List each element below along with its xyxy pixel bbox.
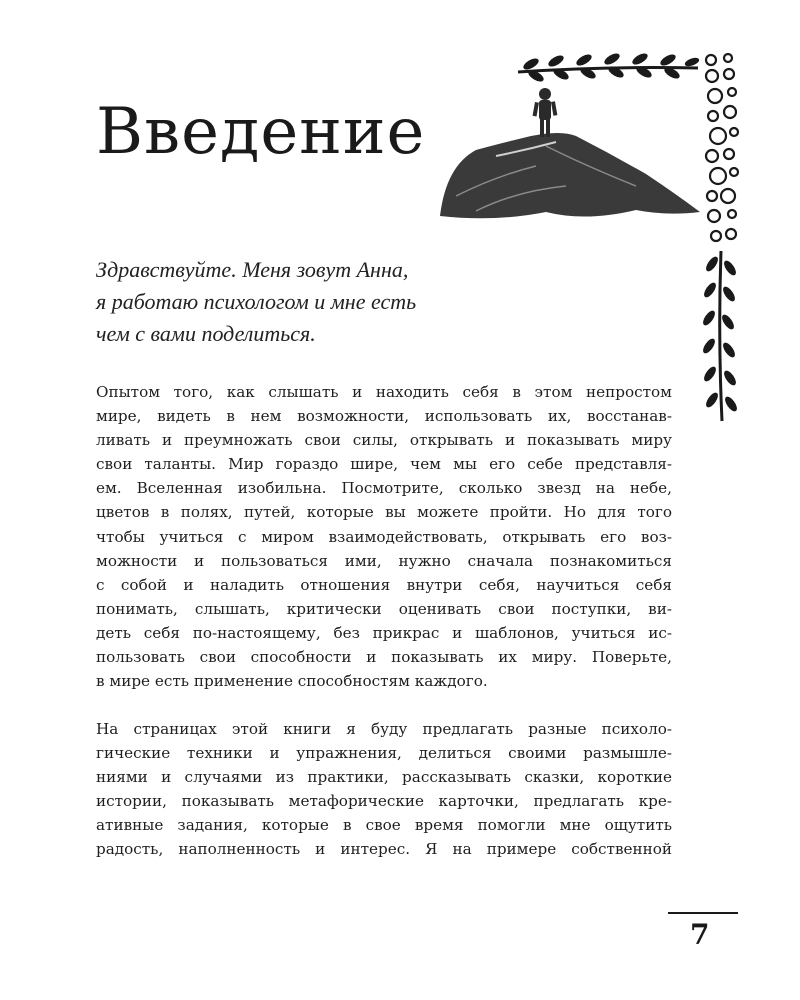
vine-ornament-side (702, 251, 739, 421)
text-line: с собой и наладить отношения внутри себя, научиться себя (96, 575, 672, 594)
intro-line: чем с вами поделиться. (96, 321, 316, 346)
page-number-rule (668, 912, 738, 914)
intro-line: я работаю психологом и мне есть (96, 289, 417, 314)
text-line: в мире есть применение способностям каждого. (96, 672, 488, 691)
text-line: чтобы учиться с миром взаимодействовать, открывать его воз- (96, 527, 672, 546)
text-line: ативные задания, которые в свое время помогли мне ощутить (96, 816, 672, 835)
text-line: Опытом того, как слышать и находить себя в этом непростом (96, 383, 672, 401)
text-line: истории, показывать метафорические карточки, предлагать кре- (96, 792, 672, 811)
text-line: На страницах этой книги я буду предлагать разные психоло- (96, 720, 672, 738)
intro-line: Здравствуйте. Меня зовут Анна, (96, 257, 409, 282)
body-paragraph-2 (96, 717, 672, 862)
text-line: можности и пользоваться ими, нужно сначала познакомиться (96, 551, 672, 570)
decorative-illustration (436, 46, 746, 426)
circles-ornament (706, 54, 738, 241)
body-paragraph-1 (96, 380, 672, 693)
text-line: ливать и преумножать свои силы, открывать и показывать миру (96, 431, 672, 450)
text-line: понимать, слышать, критически оценивать свои поступки, ви- (96, 599, 672, 618)
text-line: гические техники и упражнения, делиться своими размышле- (96, 744, 672, 763)
text-line: цветов в полях, путей, которые вы можете пройти. Но для того (96, 503, 672, 522)
intro-quote (96, 254, 516, 350)
rock-illustration (440, 133, 700, 218)
page-number: 7 (690, 918, 710, 951)
vine-ornament-top (518, 52, 700, 83)
text-line: пользовать свои способности и показывать их миру. Поверьте, (96, 648, 672, 667)
text-line: радость, наполненность и интерес. Я на примере собственной (96, 840, 672, 859)
text-line: деть себя по-настоящему, без прикрас и шаблонов, учиться ис- (96, 623, 672, 642)
text-line: ниями и случаями из практики, рассказывать сказки, короткие (96, 768, 672, 787)
child-figure (533, 88, 558, 137)
text-line: свои таланты. Мир гораздо шире, чем мы его себе представля- (96, 455, 672, 474)
text-line: мире, видеть в нем возможности, использовать их, восстанав- (96, 407, 672, 426)
page-title: Введение (96, 95, 426, 169)
text-line: ем. Вселенная изобильна. Посмотрите, сколько звезд на небе, (96, 479, 672, 498)
